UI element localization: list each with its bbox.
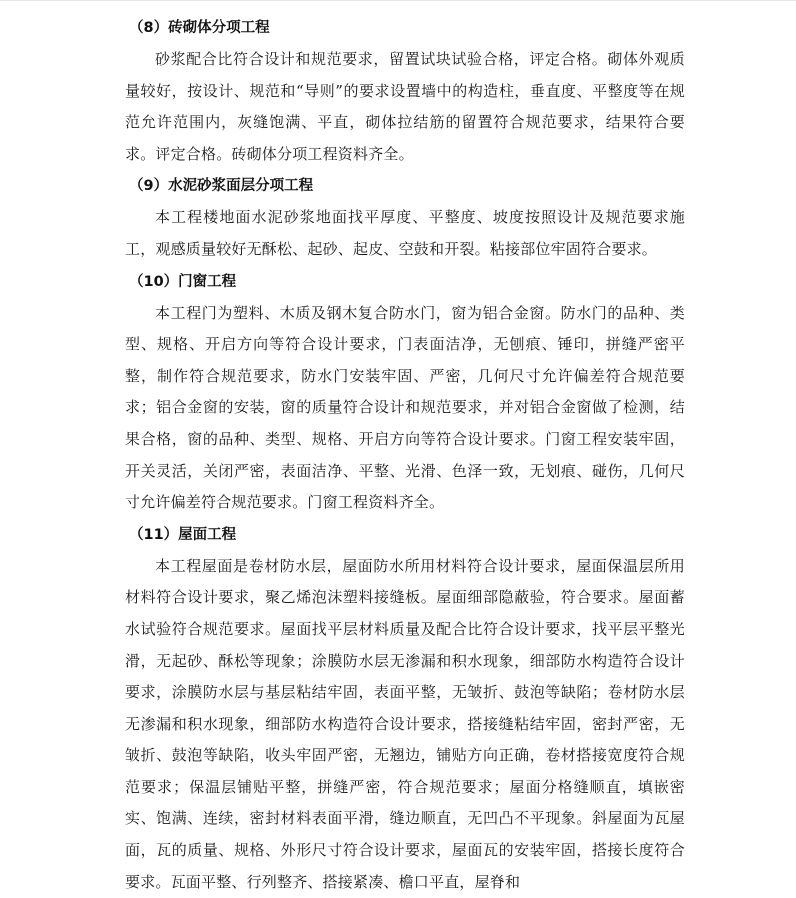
section-heading-8: （8）砖砌体分项工程 <box>129 20 270 36</box>
section-paragraph-9: 本工程楼地面水泥砂浆地面找平厚度、平整度、坡度按照设计及规范要求施工，观感质量较好无酥松、起砂、起皮、空鼓和开裂。粘接部位牢固符合要求。 <box>125 208 685 258</box>
document-body <box>125 12 685 898</box>
section-heading-9: （9）水泥砂浆面层分项工程 <box>129 178 314 195</box>
section-heading-11: （11）屋面工程 <box>129 526 237 543</box>
section-paragraph-11: 本工程屋面是卷材防水层，屋面防水所用材料符合设计要求，屋面保温层所用材料符合设计要求，聚乙烯泡沫塑料接缝板。屋面细部隐蔽验，符合要求。屋面蓄水试验符合规范要求。屋面找平层材料质量及配合比符合设计要求，找平层平整光滑，无起砂、酥松等现象；涂膜防水层无渗漏和积水现象，细部防水构造符合设计要求，涂膜防水层与基层粘结牢固，表面平整，无皱折、鼓泡等缺陷；卷材防水层无渗漏和积水现象，细部防水构造符合设计要求，搭接缝粘结牢固，密封严密，无皱折、鼓泡等缺陷，收头牢固严密，无翘边，铺贴方向正确，卷材搭接宽度符合规范要求；保温层铺贴平整，拼缝严密，符合规范要求；屋面分格缝顺直，填嵌密实、饱满、连续，密封材料表面平滑，缝边顺直，无凹凸不平现象。斜屋面为瓦屋面，瓦的质量、规格、外形尺寸符合设计要求，屋面瓦的安装牢固，搭接长度符合要求。瓦面平整、行列整齐、搭接紧凑、檐口平直，屋脊和 <box>125 556 685 891</box>
section-paragraph-10: 本工程门为塑料、木质及钢木复合防水门，窗为铝合金窗。防水门的品种、类型、规格、开启方向等符合设计要求，门表面洁净，无刨痕、锤印，拼缝严密平整，制作符合规范要求，防水门安装牢固、严密，几何尺寸允许偏差符合规范要求；铝合金窗的安装，窗的质量符合设计和规范要求，并对铝合金窗做了检测，结果合格，窗的品种、类型、规格、开启方向等符合设计要求。门窗工程安装牢固，开关灵活，关闭严密，表面洁净、平整、光滑、色泽一致，无划痕、碰伤，几何尺寸允许偏差符合规范要求。门窗工程资料齐全。 <box>125 303 685 512</box>
section-paragraph-8: 砂浆配合比符合设计和规范要求，留置试块试验合格，评定合格。砌体外观质量较好，按设计、规范和“导则”的要求设置墙中的构造柱，垂直度、平整度等在规范允许范围内，灰缝饱满、平直，砌体拉结筋的留置符合规范要求，结果符合要求。评定合格。砖砌体分项工程资料齐全。 <box>125 50 685 163</box>
page-top-border <box>0 0 796 1</box>
section-heading-10: （10）门窗工程 <box>129 273 237 290</box>
